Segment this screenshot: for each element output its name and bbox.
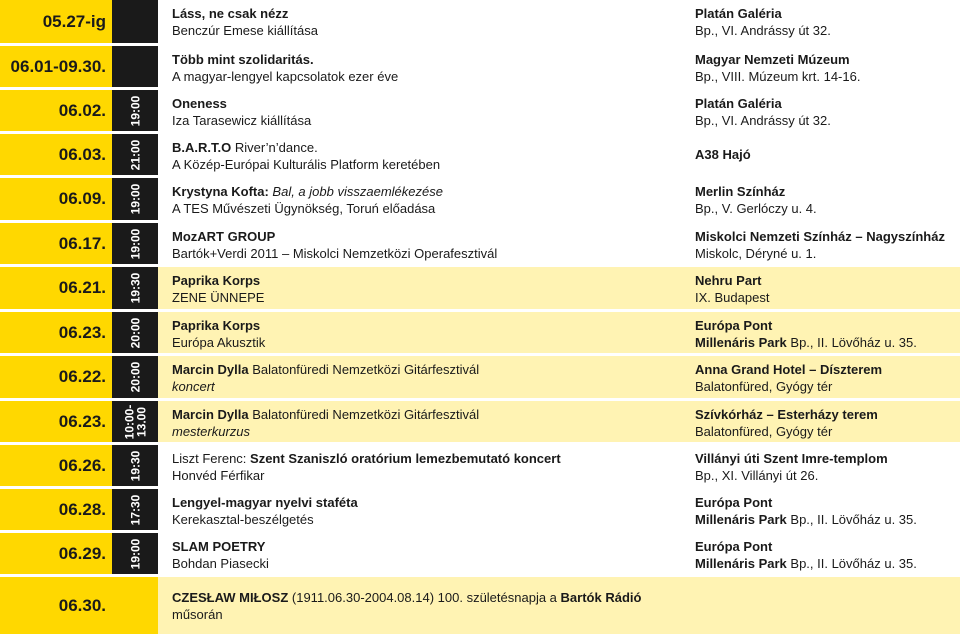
text-segment: B.A.R.T.O bbox=[172, 140, 232, 155]
text-segment: Európa Pont bbox=[695, 318, 773, 333]
text-segment: Bp., II. Lövőház u. 35. bbox=[786, 556, 917, 571]
event-title bbox=[172, 183, 680, 200]
event-row bbox=[0, 267, 960, 312]
text-segment: Bp., II. Lövőház u. 35. bbox=[786, 335, 917, 350]
venue-name bbox=[695, 317, 960, 334]
event-venue bbox=[680, 46, 960, 90]
venue-address bbox=[695, 289, 960, 306]
event-title bbox=[172, 494, 680, 511]
event-time-label: 19:30 bbox=[127, 450, 142, 481]
event-subtitle bbox=[172, 467, 680, 484]
text-segment: Bp., V. Gerlóczy u. 4. bbox=[695, 201, 817, 216]
event-venue bbox=[680, 90, 960, 134]
event-description bbox=[158, 445, 680, 489]
event-description bbox=[158, 46, 680, 90]
event-date: 06.26. bbox=[0, 445, 112, 489]
event-time bbox=[112, 223, 158, 267]
venue-name bbox=[695, 361, 960, 378]
text-segment: Anna Grand Hotel – Díszterem bbox=[695, 362, 883, 377]
event-time-label: 19:30 bbox=[127, 272, 142, 304]
venue-address bbox=[695, 22, 960, 39]
text-segment: Nehru Part bbox=[695, 273, 762, 288]
text-segment: Szent Szaniszló oratórium lemezbemutató koncert bbox=[250, 451, 561, 466]
event-description bbox=[158, 312, 680, 356]
event-subtitle bbox=[172, 200, 680, 217]
event-row bbox=[0, 533, 960, 577]
venue-name bbox=[695, 146, 751, 163]
event-time bbox=[112, 267, 158, 312]
event-venue bbox=[680, 489, 960, 533]
text-segment: Bp., XI. Villányi út 26. bbox=[695, 468, 819, 483]
event-subtitle bbox=[172, 68, 680, 85]
text-segment: Bohdan Piasecki bbox=[172, 556, 269, 571]
text-segment: Balatonfüredi Nemzetközi Gitárfesztivál bbox=[248, 407, 480, 422]
text-segment: Bartók+Verdi 2011 – Miskolci Nemzetközi Operafesztivál bbox=[172, 246, 498, 261]
text-segment: Bp., VI. Andrássy út 32. bbox=[695, 113, 831, 128]
text-segment: Európa Akusztik bbox=[172, 335, 266, 350]
event-venue bbox=[680, 267, 960, 312]
event-time-label: 19:00 bbox=[127, 538, 142, 569]
text-segment: Balatonfüred, Gyógy tér bbox=[695, 424, 833, 439]
text-segment: Európa Pont bbox=[695, 539, 773, 554]
text-segment: River’n’dance. bbox=[231, 140, 318, 155]
event-time bbox=[112, 577, 158, 634]
event-date: 06.30. bbox=[0, 577, 112, 634]
text-segment: Oneness bbox=[172, 96, 227, 111]
text-segment: Liszt Ferenc: bbox=[172, 451, 251, 466]
event-date: 06.02. bbox=[0, 90, 112, 134]
event-time-label: 19:00 bbox=[127, 183, 142, 215]
event-subtitle bbox=[172, 423, 680, 440]
event-subtitle bbox=[172, 334, 680, 351]
event-description bbox=[158, 489, 680, 533]
text-segment: Szívkórház – Esterházy terem bbox=[695, 407, 878, 422]
text-segment: Krystyna Kofta: bbox=[172, 184, 273, 199]
text-segment: Millenáris Park bbox=[695, 335, 787, 350]
event-time bbox=[112, 90, 158, 134]
event-row bbox=[0, 178, 960, 223]
text-segment: mesterkurzus bbox=[172, 424, 251, 439]
text-segment: Kerekasztal-beszélgetés bbox=[172, 512, 314, 527]
event-date: 06.23. bbox=[0, 312, 112, 356]
event-date: 06.22. bbox=[0, 356, 112, 401]
venue-address bbox=[695, 112, 960, 129]
event-description bbox=[158, 178, 680, 223]
event-venue bbox=[680, 223, 960, 267]
text-segment: Millenáris Park bbox=[695, 512, 787, 527]
event-subtitle bbox=[172, 156, 680, 173]
text-segment: A Közép-Európai Kulturális Platform keretében bbox=[172, 157, 441, 172]
event-venue bbox=[680, 401, 960, 445]
event-venue bbox=[680, 178, 960, 223]
text-segment: Honvéd Férfikar bbox=[172, 468, 265, 483]
event-title bbox=[172, 95, 680, 112]
event-description bbox=[158, 356, 680, 401]
event-description bbox=[158, 267, 680, 312]
event-title bbox=[172, 51, 680, 68]
event-row bbox=[0, 90, 960, 134]
event-row bbox=[0, 312, 960, 356]
event-date: 05.27-ig bbox=[0, 0, 112, 46]
event-title bbox=[172, 589, 680, 623]
text-segment: Láss, ne csak nézz bbox=[172, 6, 289, 21]
venue-address bbox=[695, 511, 960, 528]
event-subtitle bbox=[172, 22, 680, 39]
event-description bbox=[158, 533, 680, 577]
venue-name bbox=[695, 450, 960, 467]
event-title bbox=[172, 5, 680, 22]
event-venue bbox=[680, 533, 960, 577]
event-row bbox=[0, 401, 960, 445]
event-date: 06.28. bbox=[0, 489, 112, 533]
event-subtitle bbox=[172, 112, 680, 129]
event-date: 06.01-09.30. bbox=[0, 46, 112, 90]
event-time-label: 19:00 bbox=[127, 95, 142, 126]
event-row bbox=[0, 0, 960, 46]
venue-name bbox=[695, 183, 960, 200]
event-subtitle bbox=[172, 378, 680, 395]
event-time bbox=[112, 533, 158, 577]
text-segment: Platán Galéria bbox=[695, 96, 782, 111]
venue-address bbox=[695, 423, 960, 440]
text-segment: Millenáris Park bbox=[695, 556, 787, 571]
event-description bbox=[158, 223, 680, 267]
event-time bbox=[112, 134, 158, 178]
event-venue bbox=[680, 577, 960, 634]
text-segment: műsorán bbox=[172, 606, 223, 622]
event-time bbox=[112, 178, 158, 223]
event-time-label: 20:00 bbox=[127, 317, 142, 348]
text-segment: Benczúr Emese kiállítása bbox=[172, 23, 318, 38]
text-segment: Platán Galéria bbox=[695, 6, 782, 21]
event-row bbox=[0, 445, 960, 489]
text-segment: koncert bbox=[172, 379, 215, 394]
event-venue bbox=[680, 134, 960, 178]
event-time-label: 19:00 bbox=[127, 228, 142, 259]
event-date: 06.09. bbox=[0, 178, 112, 223]
venue-address bbox=[695, 334, 960, 351]
event-time-label: 10:00- 13.00 bbox=[122, 404, 148, 439]
event-description bbox=[158, 0, 680, 46]
event-title bbox=[172, 272, 680, 289]
text-segment: Balatonfüredi Nemzetközi Gitárfesztivál bbox=[248, 362, 480, 377]
event-subtitle bbox=[172, 245, 680, 262]
text-segment: Paprika Korps bbox=[172, 318, 261, 333]
text-segment: Bp., VIII. Múzeum krt. 14-16. bbox=[695, 69, 861, 84]
event-venue bbox=[680, 0, 960, 46]
venue-name bbox=[695, 272, 960, 289]
event-description bbox=[158, 90, 680, 134]
event-venue bbox=[680, 312, 960, 356]
event-title bbox=[172, 450, 680, 467]
text-segment: SLAM POETRY bbox=[172, 539, 266, 554]
event-date: 06.03. bbox=[0, 134, 112, 178]
event-date: 06.23. bbox=[0, 401, 112, 445]
text-segment: Iza Tarasewicz kiállítása bbox=[172, 113, 312, 128]
event-description bbox=[158, 577, 680, 634]
event-time bbox=[112, 445, 158, 489]
event-date: 06.21. bbox=[0, 267, 112, 312]
event-venue bbox=[680, 356, 960, 401]
event-row bbox=[0, 489, 960, 533]
event-row bbox=[0, 134, 960, 178]
venue-name bbox=[695, 5, 960, 22]
venue-address bbox=[695, 68, 960, 85]
text-segment: Paprika Korps bbox=[172, 273, 261, 288]
event-subtitle bbox=[172, 511, 680, 528]
venue-address bbox=[695, 555, 960, 572]
venue-address bbox=[695, 378, 960, 395]
event-time-label: 20:00 bbox=[127, 361, 142, 393]
text-segment: Merlin Színház bbox=[695, 184, 786, 199]
text-segment: ZENE ÜNNEPE bbox=[172, 290, 265, 305]
event-time-label: 17:30 bbox=[127, 494, 142, 525]
text-segment: Magyar Nemzeti Múzeum bbox=[695, 52, 850, 67]
event-row bbox=[0, 356, 960, 401]
text-segment: A magyar-lengyel kapcsolatok ezer éve bbox=[172, 69, 399, 84]
event-time-label: 21:00 bbox=[127, 139, 142, 170]
event-time bbox=[112, 312, 158, 356]
text-segment: A38 Hajó bbox=[695, 147, 751, 162]
text-segment: Villányi úti Szent Imre-templom bbox=[695, 451, 888, 466]
text-segment: A TES Művészeti Ügynökség, Toruń előadása bbox=[172, 201, 436, 216]
text-segment: Több mint szolidaritás. bbox=[172, 52, 314, 67]
text-segment: CZESŁAW MIŁOSZ bbox=[172, 589, 289, 605]
text-segment: Bal, a jobb visszaemlékezése bbox=[272, 184, 443, 199]
event-date: 06.29. bbox=[0, 533, 112, 577]
event-title bbox=[172, 361, 680, 378]
event-description bbox=[158, 401, 680, 445]
text-segment: Marcin Dylla bbox=[172, 362, 249, 377]
text-segment: Bartók Rádió bbox=[560, 589, 642, 605]
event-row bbox=[0, 223, 960, 267]
text-segment: Bp., II. Lövőház u. 35. bbox=[786, 512, 917, 527]
text-segment: Miskolci Nemzeti Színház – Nagyszínház bbox=[695, 229, 945, 244]
event-title bbox=[172, 538, 680, 555]
event-time bbox=[112, 356, 158, 401]
event-row bbox=[0, 46, 960, 90]
text-segment: MozART GROUP bbox=[172, 229, 276, 244]
text-segment: (1911.06.30-2004.08.14) 100. születésnapja a bbox=[288, 589, 561, 605]
venue-name bbox=[695, 228, 960, 245]
event-time bbox=[112, 46, 158, 90]
event-title bbox=[172, 228, 680, 245]
venue-name bbox=[695, 51, 960, 68]
event-time bbox=[112, 0, 158, 46]
event-venue bbox=[680, 445, 960, 489]
event-row-final bbox=[0, 577, 960, 634]
event-time bbox=[112, 401, 158, 445]
text-segment: Balatonfüred, Gyógy tér bbox=[695, 379, 833, 394]
event-title bbox=[172, 406, 680, 423]
venue-address bbox=[695, 245, 960, 262]
venue-name bbox=[695, 538, 960, 555]
venue-address bbox=[695, 200, 960, 217]
text-segment: IX. Budapest bbox=[695, 290, 770, 305]
event-subtitle bbox=[172, 555, 680, 572]
event-date: 06.17. bbox=[0, 223, 112, 267]
event-description bbox=[158, 134, 680, 178]
event-title bbox=[172, 139, 680, 156]
venue-name bbox=[695, 494, 960, 511]
event-time bbox=[112, 489, 158, 533]
text-segment: Marcin Dylla bbox=[172, 407, 249, 422]
text-segment: Lengyel-magyar nyelvi staféta bbox=[172, 495, 358, 510]
event-title bbox=[172, 317, 680, 334]
venue-name bbox=[695, 95, 960, 112]
venue-address bbox=[695, 467, 960, 484]
text-segment: Európa Pont bbox=[695, 495, 773, 510]
text-segment: Bp., VI. Andrássy út 32. bbox=[695, 23, 831, 38]
event-subtitle bbox=[172, 289, 680, 306]
text-segment: Miskolc, Déryné u. 1. bbox=[695, 246, 817, 261]
venue-name bbox=[695, 406, 960, 423]
